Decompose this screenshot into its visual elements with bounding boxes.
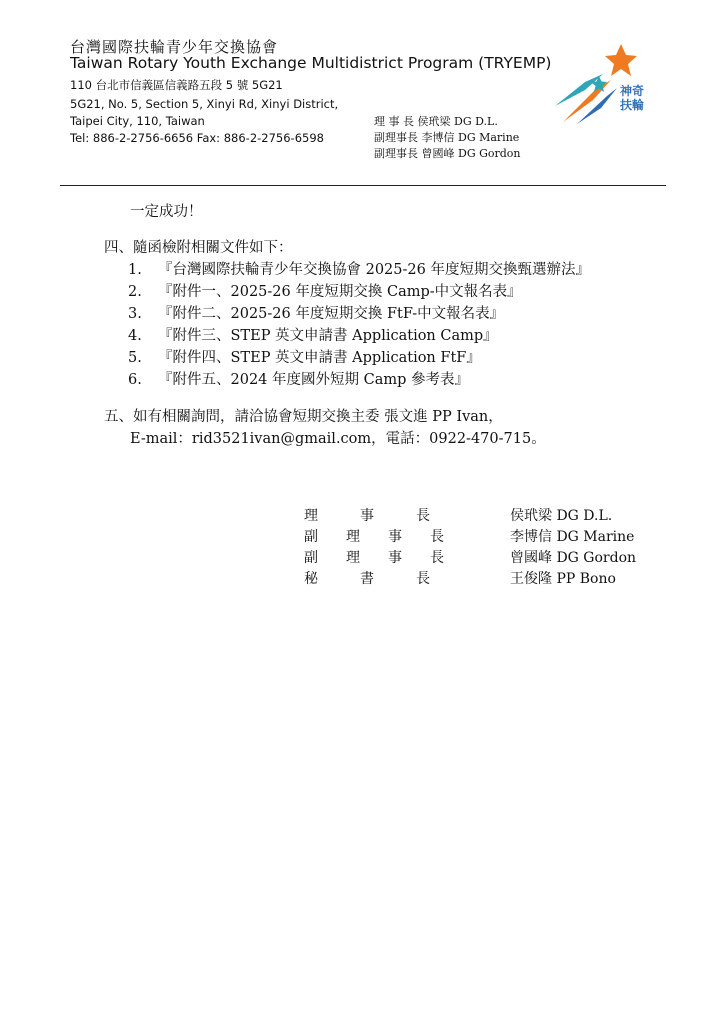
item-text: 『附件二、2025-26 年度短期交換 FtF-中文報名表』	[158, 306, 505, 322]
item-text: 『附件三、STEP 英文申請書 Application Camp』	[158, 328, 498, 344]
attachment-item	[128, 324, 498, 345]
signature-title: 理 事 長	[304, 508, 430, 524]
header-divider	[60, 185, 666, 186]
item-number: 6.	[128, 372, 142, 388]
item-number: 2.	[128, 284, 142, 300]
org-name-zh: 台灣國際扶輪青少年交換協會	[70, 38, 279, 56]
signature-name: 王俊隆 PP Bono	[510, 571, 616, 587]
officer-name: 侯玳梁 DG D.L.	[417, 115, 498, 128]
officer-title: 副理事長	[374, 131, 418, 144]
signature-title: 副 理 事 長	[304, 529, 444, 545]
section5-line1: 五、如有相關詢問，請洽協會短期交換主委 張文進 PP Ivan，	[104, 409, 503, 425]
item-number: 1.	[128, 262, 142, 278]
item-number: 4.	[128, 328, 142, 344]
attachment-item	[128, 258, 590, 279]
item-number: 3.	[128, 306, 142, 322]
signature-row	[304, 526, 664, 546]
officer-name: 曾國峰 DG Gordon	[421, 147, 521, 160]
signature-name: 侯玳梁 DG D.L.	[510, 508, 613, 524]
item-text: 『附件一、2025-26 年度短期交換 Camp-中文報名表』	[158, 284, 522, 300]
logo-text-line1: 神奇	[620, 84, 645, 98]
org-name-en: Taiwan Rotary Youth Exchange Multidistrict Program (TRYEMP)	[70, 54, 552, 72]
officer-title: 理 事 長	[374, 115, 414, 128]
officer-vice-chair-2	[374, 145, 521, 161]
officer-title: 副理事長	[374, 147, 418, 160]
magic-rotary-logo	[555, 44, 655, 129]
signature-title: 副 理 事 長	[304, 550, 444, 566]
officer-name: 李博信 DG Marine	[421, 131, 520, 144]
officer-vice-chair-1	[374, 129, 519, 145]
logo-text-line2: 扶輪	[620, 98, 645, 112]
address-zh: 110 台北市信義區信義路五段 5 號 5G21	[70, 78, 283, 92]
signature-row	[304, 568, 664, 588]
item-number: 5.	[128, 350, 142, 366]
section4-heading: 四、隨函檢附相關文件如下：	[104, 240, 293, 256]
item-text: 『附件五、2024 年度國外短期 Camp 參考表』	[158, 372, 469, 388]
item-text: 『附件四、STEP 英文申請書 Application FtF』	[158, 350, 481, 366]
attachment-item	[128, 302, 504, 323]
phone-fax: Tel: 886-2-2756-6656 Fax: 886-2-2756-6598	[70, 131, 324, 145]
logo-text	[620, 84, 644, 112]
officer-chair	[374, 113, 498, 129]
closing-line: 一定成功！	[130, 204, 203, 220]
address-en-line2: Taipei City, 110, Taiwan	[70, 114, 205, 128]
signature-row	[304, 547, 664, 567]
item-text: 『台灣國際扶輪青少年交換協會 2025-26 年度短期交換甄選辦法』	[158, 262, 590, 278]
address-en-line1: 5G21, No. 5, Section 5, Xinyi Rd, Xinyi District,	[70, 97, 339, 111]
attachment-item	[128, 346, 481, 367]
signature-row	[304, 505, 664, 525]
signature-name: 李博信 DG Marine	[510, 529, 635, 545]
attachment-item	[128, 368, 469, 389]
section5-contact-line: E-mail：rid3521ivan@gmail.com，電話：0922-470-715。	[130, 431, 546, 447]
signature-name: 曾國峰 DG Gordon	[510, 550, 637, 566]
signature-title: 秘 書 長	[304, 571, 430, 587]
attachment-item	[128, 280, 522, 301]
